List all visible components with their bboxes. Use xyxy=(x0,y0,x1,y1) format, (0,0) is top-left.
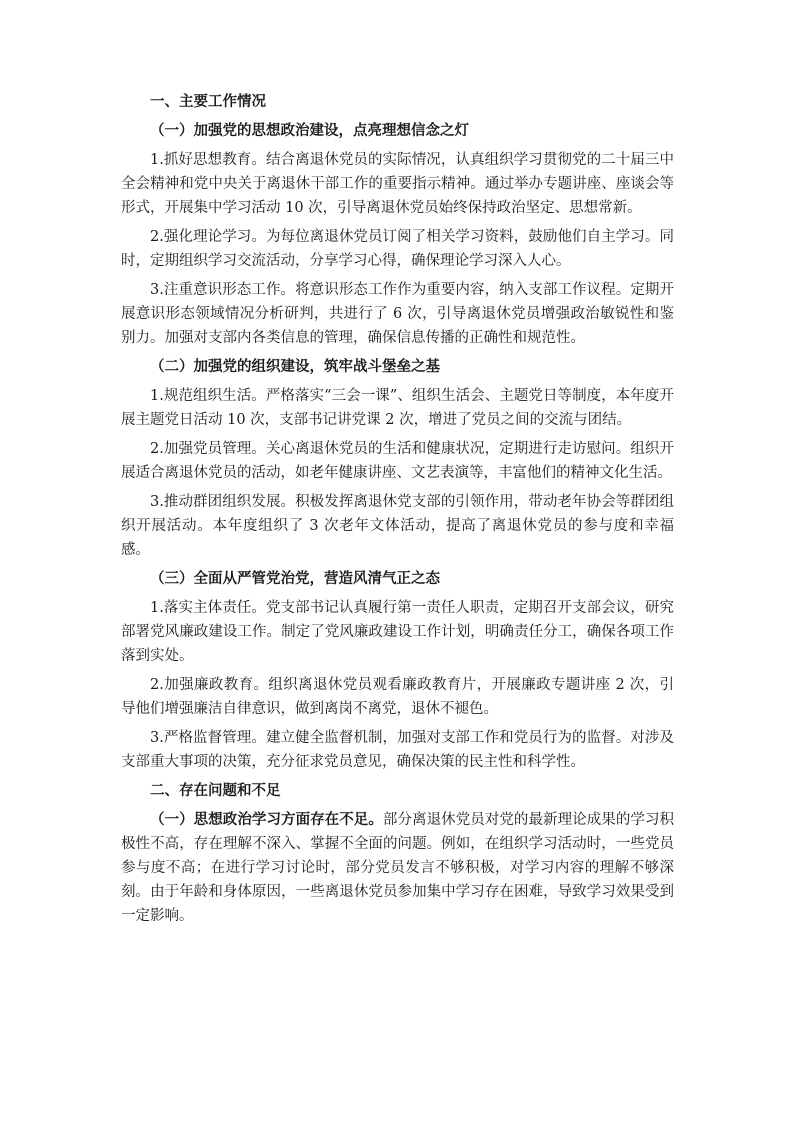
section-1-2-heading: （二）加强党的组织建设，筑牢战斗堡垒之基 xyxy=(150,358,440,375)
section-1-3-paragraph-2: 2.加强廉政教育。组织离退休党员观看廉政教育片，开展廉政专题讲座 2 次，引导他们增强廉洁自律意识，做到离岗不离党，退休不褪色。 xyxy=(121,677,674,717)
section-1-3-heading: （三）全面从严管党治党，营造风清气正之态 xyxy=(150,570,440,587)
section-1-1-paragraph-2: 2.强化理论学习。为每位离退休党员订阅了相关学习资料，鼓励他们自主学习。同时，定期组织学习交流活动，分享学习心得，确保理论学习深入人心。 xyxy=(121,229,674,269)
section-2-1-body: 部分离退休党员对党的最新理论成果的学习积极性不高，存在理解不深入、掌握不全面的问题。例如，在组织学习活动时，一些党员参与度不高；在进行学习讨论时，部分党员发言不够积极，对学习内容的理解不够深刻。由于年龄和身体原因，一些离退休党员参加集中学习存在困难，导致学习效果受到一定影响。 xyxy=(121,812,675,924)
section-2-1-paragraph xyxy=(121,808,674,928)
section-1-3-paragraph-1: 1.落实主体责任。党支部书记认真履行第一责任人职责，定期召开支部会议，研究部署党风廉政建设工作。制定了党风廉政建设工作计划，明确责任分工，确保各项工作落到实处。 xyxy=(121,600,674,664)
section-1-2-paragraph-1: 1.规范组织生活。严格落实“三会一课”、组织生活会、主题党日等制度，本年度开展主题党日活动 10 次，支部书记讲党课 2 次，增进了党员之间的交流与团结。 xyxy=(121,388,674,428)
section-1-1-paragraph-1: 1.抓好思想教育。结合离退休党员的实际情况，认真组织学习贯彻党的二十届三中全会精神和党中央关于离退休干部工作的重要指示精神。通过举办专题讲座、座谈会等形式，开展集中学习活动 10 次，引导离退休党员始终保持政治坚定、思想常新。 xyxy=(121,152,674,216)
document-page xyxy=(121,90,674,933)
section-1-2-paragraph-2: 2.加强党员管理。关心离退休党员的生活和健康状况，定期进行走访慰问。组织开展适合离退休党员的活动，如老年健康讲座、文艺表演等，丰富他们的精神文化生活。 xyxy=(121,441,674,481)
section-1-1-paragraph-3: 3.注重意识形态工作。将意识形态工作作为重要内容，纳入支部工作议程。定期开展意识形态领域情况分析研判，共进行了 6 次，引导离退休党员增强政治敏锐性和鉴别力。加强对支部内各类信息的管理，确保信息传播的正确性和规范性。 xyxy=(121,282,674,346)
section-1-3-paragraph-3: 3.严格监督管理。建立健全监督机制，加强对支部工作和党员行为的监督。对涉及支部重大事项的决策，充分征求党员意见，确保决策的民主性和科学性。 xyxy=(121,730,674,770)
section-2-heading: 二、存在问题和不足 xyxy=(150,782,281,799)
section-1-heading: 一、主要工作情况 xyxy=(150,93,266,110)
section-1-2-paragraph-3: 3.推动群团组织发展。积极发挥离退休党支部的引领作用，带动老年协会等群团组织开展活动。本年度组织了 3 次老年文体活动，提高了离退休党员的参与度和幸福感。 xyxy=(121,494,674,558)
section-1-1-heading: （一）加强党的思想政治建设，点亮理想信念之灯 xyxy=(150,122,469,139)
section-2-1-lead: （一）思想政治学习方面存在不足。 xyxy=(150,811,383,828)
